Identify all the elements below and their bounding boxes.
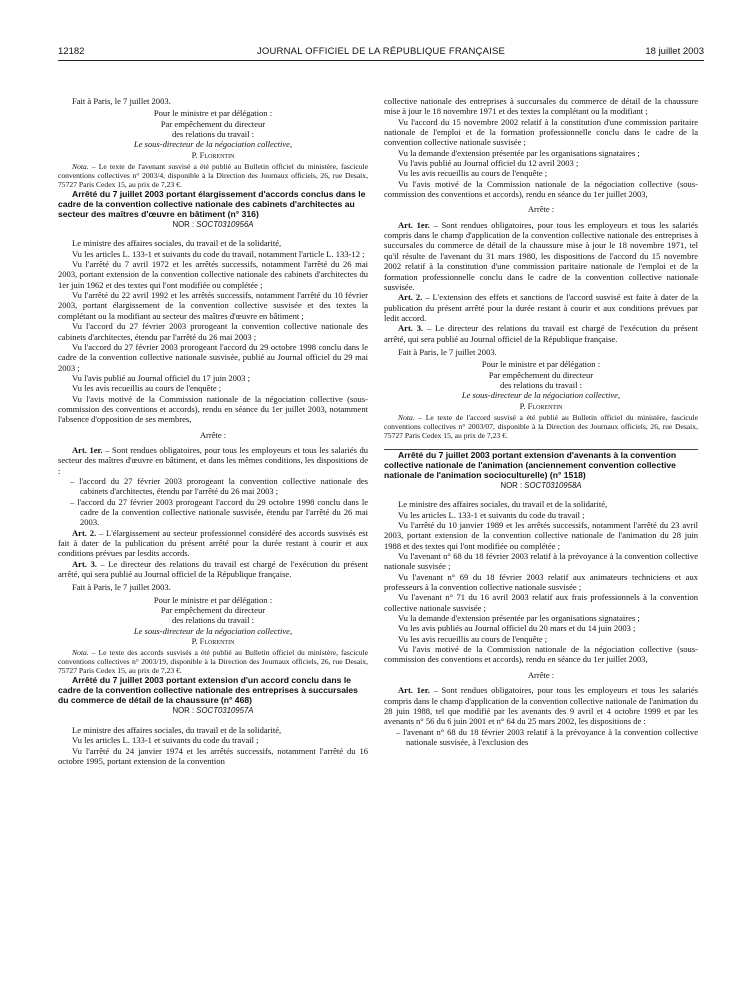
article: [384, 292, 698, 323]
paragraph: Vu les avis recueillis au cours de l'enquête ;: [72, 383, 222, 394]
paragraph: Vu les avis publiés au Journal officiel du 20 mars et du 14 juin 2003 ;: [398, 623, 636, 634]
paragraph: Vu l'avenant n° 71 du 16 avril 2003 relatif aux frais professionnels à la convention collective nationale susvisée ;: [384, 592, 698, 613]
article: [58, 445, 368, 476]
signature-line: Le sous-directeur de la négociation collective,: [133, 139, 293, 150]
paragraph: Le ministre des affaires sociales, du travail et de la solidarité,: [72, 724, 282, 735]
paragraph: collective nationale des entreprises à succursales du commerce de détail de la chaussure mise à jour le 18 novembre 1971 et des textes la complétant ou la modifiant ;: [384, 96, 698, 117]
article-text: – Sont rendues obligatoires, pour tous les employeurs et tous les salariés compris dans le champ d'application de la convention collective nationale de l'animation du 28 juin 1988, tel que modifié par les avenants des 9 avril et 4 octobre 1999 et par les avenants n° 56 du 6 juin 2001 et n° 64 du 25 mars 2002, les dispositions de :: [384, 685, 698, 727]
signature-line: Par empêchement du directeur: [160, 118, 266, 129]
signature-line: Pour le ministre et par délégation :: [153, 594, 273, 605]
arrete-heading: Arrête :: [527, 669, 555, 680]
arrete-heading: Arrête :: [199, 429, 227, 440]
nor-reference: [58, 220, 368, 230]
nor-reference: [58, 706, 368, 716]
journal-title: JOURNAL OFFICIEL DE LA RÉPUBLIQUE FRANÇAISE: [256, 46, 506, 57]
article-label: Art. 1er.: [72, 444, 103, 455]
article-label: Art. 3.: [398, 323, 424, 334]
page-number: 12182: [58, 46, 85, 57]
article-label: Art. 2.: [398, 292, 423, 303]
nor-code: SOCT0310958A: [524, 480, 582, 490]
nor-code: SOCT0310956A: [196, 220, 254, 230]
paragraph: Vu la demande d'extension présentée par les organisations signataires ;: [398, 613, 640, 624]
nota-label: Nota.: [72, 648, 89, 658]
signature-line: Par empêchement du directeur: [488, 369, 594, 380]
paragraph: Vu les avis recueillis au cours de l'enquête ;: [398, 633, 548, 644]
signature-line: Par empêchement du directeur: [160, 605, 266, 616]
nota-text: – Le texte de l'accord susvisé a été publié au Bulletin officiel du ministère, fascicule conventions collectives n° 2003/07, disponible à la Direction des Journaux officiels, 26, rue Desaix, 75727 Paris Cedex 15, au prix de 7,23 €.: [384, 412, 698, 440]
decree-title: Arrêté du 7 juillet 2003 portant extension d'un accord conclu dans le cadre de la convention collective nationale des entreprises à succursales du commerce de détail de la chaussure (n° 468): [58, 675, 358, 706]
article: [384, 220, 698, 292]
paragraph: Vu l'arrêté du 24 janvier 1974 et les arrêtés successifs, notamment l'arrêté du 16 octobre 1995, portant extension de la convention: [58, 745, 368, 766]
paragraph: Vu l'accord du 27 février 2003 prorogeant la convention collective nationale des cabinets d'architectes, étendu par l'arrêté du 26 mai 2003 ;: [58, 321, 368, 342]
page-header: [58, 44, 704, 60]
signature-block: [58, 108, 368, 160]
nota: [58, 648, 368, 675]
paragraph: Vu l'arrêté du 10 janvier 1989 et les arrêtés successifs, notamment l'arrêté du 23 avril 2003, portant extension de la convention collective nationale de l'animation du 28 juin 1988 et des textes qui l'ont modifiée ou complétée ;: [384, 520, 698, 551]
article-label: Art. 1er.: [398, 685, 430, 696]
paragraph: Vu la demande d'extension présentée par les organisations signataires ;: [398, 147, 640, 158]
header-rule: [58, 60, 704, 61]
article-label: Art. 3.: [72, 558, 97, 569]
paragraph: Vu l'avis publié au Journal officiel du 17 juin 2003 ;: [72, 372, 250, 383]
issue-date: 18 juillet 2003: [645, 46, 704, 57]
paragraph: Vu l'avis publié au Journal officiel du 12 avril 2003 ;: [398, 158, 579, 169]
signature-line: des relations du travail :: [171, 615, 255, 626]
signature-line: Pour le ministre et par délégation :: [153, 108, 273, 119]
article-text: – Sont rendues obligatoires, pour tous les employeurs et tous les salariés compris dans le champ d'application de la convention collective nationale des entreprises à succursales du commerce de détail de la chaussure mise à jour le 18 novembre 1971, tel qu'il résulte de l'avenant du 31 mars 1980, les dispositions de l'accord du 15 novembre 2002 relatif à la constitution d'une commission paritaire nationale de l'emploi et de la formation professionnelle conclu dans le cadre de la convention collective nationale susvisée.: [384, 219, 698, 292]
article: [58, 528, 368, 559]
article-text: – Le directeur des relations du travail est chargé de l'exécution du présent arrêté, qui sera publié au Journal officiel de la République française.: [384, 323, 698, 344]
paragraph: Vu les articles L. 133-1 et suivants du code du travail ;: [398, 509, 585, 520]
right-column: [384, 96, 698, 747]
decree-title: Arrêté du 7 juillet 2003 portant élargissement d'accords conclus dans le cadre de la convention collective nationale des cabinets d'architectes au secteur des maîtres d'œuvre en bâtiment (n° 316): [58, 189, 366, 220]
article-text: – Le directeur des relations du travail est chargé de l'exécution du présent arrêté, qui sera publié au Journal officiel de la République française.: [58, 558, 369, 580]
paragraph: Vu l'avis motivé de la Commission nationale de la négociation collective (sous-commission des conventions et accords), rendu en séance du 1er juillet 2003,: [384, 644, 698, 665]
nor-label: NOR :: [172, 220, 197, 230]
paragraph: Vu l'avenant n° 69 du 18 février 2003 relatif aux animateurs techniciens et aux professeurs à la convention collective nationale susvisée ;: [384, 571, 698, 593]
signature-line: Pour le ministre et par délégation :: [481, 359, 601, 370]
signature-line: Le sous-directeur de la négociation collective,: [461, 390, 621, 401]
signature-line: Le sous-directeur de la négociation collective,: [133, 625, 293, 636]
fait-a-paris: Fait à Paris, le 7 juillet 2003.: [72, 96, 171, 106]
paragraph: Vu l'accord du 27 février 2003 prorogeant l'accord du 29 octobre 1998 conclu dans le cadre de la convention collective nationale susvisée, publié au Journal officiel du 29 mai 2003 ;: [58, 341, 368, 373]
nota: [58, 162, 368, 189]
paragraph: Le ministre des affaires sociales, du travail et de la solidarité,: [72, 238, 282, 249]
nor-label: NOR :: [172, 706, 197, 716]
article-text: – L'élargissement au secteur professionnel considéré des accords susvisés est fait à dater de la publication du présent arrêté pour la durée restant à courir et aux conditions prévues par lesdits accords.: [58, 527, 368, 559]
fait-a-paris: Fait à Paris, le 7 juillet 2003.: [72, 582, 171, 593]
paragraph: Vu l'avis motivé de la Commission nationale de la négociation collective (sous-commission des conventions et accords), rendu en séance du 1er juillet 2003, notamment l'absence d'opposition de ses membres,: [58, 393, 368, 425]
arrete-heading: Arrête :: [527, 204, 555, 215]
nota: [384, 413, 698, 440]
nor-code: SOCT0310957A: [196, 706, 254, 716]
list-item: – l'accord du 27 février 2003 prorogeant l'accord du 29 octobre 1998 conclu dans le cadre de la convention collective nationale susvisée, étendu par l'arrêté du 26 mai 2003.: [70, 496, 368, 528]
signature-block: [384, 359, 698, 411]
signatory-name: P. Florentin: [519, 400, 563, 411]
paragraph: Vu l'arrêté du 7 avril 1972 et les arrêtés successifs, notamment l'arrêté du 26 mai 2003, portant extension de la convention collective nationale des cabinets d'architectes du 1er juin 1962 et des textes qui l'ont modifiée ou complétée ;: [58, 259, 368, 290]
nota-label: Nota.: [398, 412, 415, 422]
signature-line: des relations du travail :: [171, 129, 255, 140]
left-column: [58, 96, 368, 766]
article-label: Art. 1er.: [398, 219, 430, 230]
fait-a-paris: Fait à Paris, le 7 juillet 2003.: [398, 346, 497, 357]
nor-label: NOR :: [500, 480, 525, 490]
paragraph: Vu l'accord du 15 novembre 2002 relatif à la constitution d'une commission paritaire nationale de l'emploi et de la formation professionnelle conclu dans le cadre de la convention collective nationale susvisée ;: [384, 116, 698, 148]
article: [384, 685, 698, 726]
nota-label: Nota.: [72, 162, 89, 172]
nor-reference: [384, 481, 698, 491]
paragraph: Vu les articles L. 133-1 et suivants du code du travail ;: [72, 735, 259, 746]
nota-text: – Le texte des accords susvisés a été publié au Bulletin officiel du ministère, fascicule conventions collectives n° 2003/19, disponible à la Direction des Journaux officiels, 26, rue Desaix, 75727 Paris Cedex 15, au prix de 7,23 €.: [58, 648, 368, 676]
signatory-name: P. Florentin: [191, 149, 235, 160]
signature-line: des relations du travail :: [499, 379, 583, 390]
paragraph: Le ministre des affaires sociales, du travail et de la solidarité,: [398, 499, 608, 510]
article-text: – L'extension des effets et sanctions de l'accord susvisé est faite à dater de la publication du présent arrêté pour la durée restant à courir et aux conditions prévues par ledit accord.: [384, 292, 698, 323]
signature-block: [58, 595, 368, 647]
paragraph: Vu l'avenant n° 68 du 18 février 2003 relatif à la prévoyance à la convention collective nationale susvisée ;: [384, 551, 698, 572]
list-item: – l'accord du 27 février 2003 prorogeant la convention collective nationale des cabinets d'architectes, étendu par l'arrêté du 26 mai 2003 ;: [70, 475, 368, 497]
article-text: – Sont rendues obligatoires, pour tous les employeurs et tous les salariés du secteur des maîtres d'œuvre en bâtiment, et dans les mêmes conditions, les dispositions de :: [58, 444, 368, 476]
list-item: – l'avenant n° 68 du 18 février 2003 relatif à la prévoyance à la convention collective nationale susvisée, à l'exclusion des: [396, 726, 698, 747]
paragraph: Vu l'avis motivé de la Commission nationale de la négociation collective (sous-commission des conventions et accords), rendu en séance du 1er juillet 2003,: [384, 178, 698, 200]
article-label: Art. 2.: [72, 527, 97, 538]
paragraph: Vu l'arrêté du 22 avril 1992 et les arrêtés successifs, notamment l'arrêté du 10 février 2003, portant élargissement de la convention collective susvisée et des textes la complétant ou la modifiant au secteur des maîtres d'œuvre en bâtiment ;: [58, 290, 368, 321]
article: [384, 323, 698, 344]
paragraph: Vu les articles L. 133-1 et suivants du code du travail, notamment l'article L. 133-12 ;: [72, 248, 365, 259]
nota-text: – Le texte de l'avenant susvisé a été publié au Bulletin officiel du ministère, fascicule conventions collectives n° 2003/4, disponible à la Direction des Journaux officiels, 26, rue Desaix, 75727 Paris Cedex 15, au prix de 7,23 €.: [58, 162, 368, 190]
signatory-name: P. Florentin: [191, 636, 235, 647]
decree-title: Arrêté du 7 juillet 2003 portant extension d'avenants à la convention collective nationale de l'animation (anciennement convention collective nationale de l'animation socioculturelle) (n° 1518): [384, 449, 677, 480]
article: [58, 559, 368, 580]
paragraph: Vu les avis recueillis au cours de l'enquête ;: [398, 168, 548, 179]
